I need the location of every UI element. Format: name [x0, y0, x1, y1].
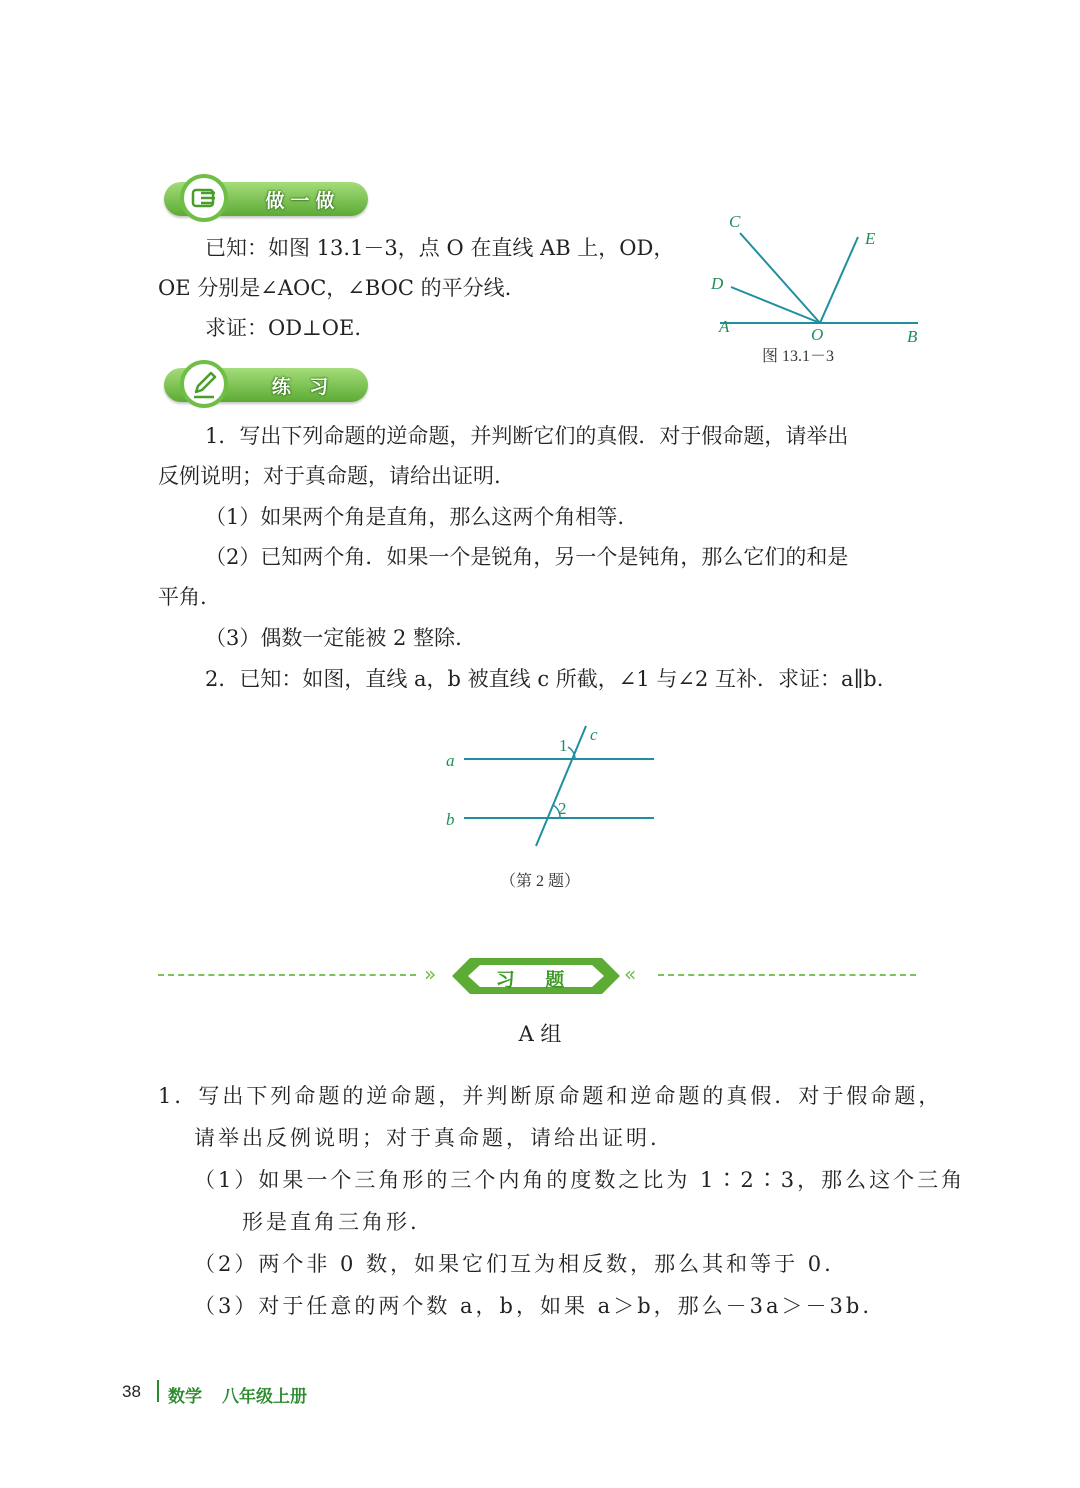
footer-divider: [157, 1380, 159, 1402]
label-angle-1: 1: [559, 736, 568, 755]
point-label-a: A: [719, 317, 730, 336]
page-number: 38: [122, 1382, 141, 1401]
chevron-right-icon: »: [424, 962, 437, 986]
chevron-left-icon: «: [624, 962, 637, 986]
lianxi-q1-item2-line2: 平角.: [158, 585, 207, 609]
hand-icon: [180, 174, 228, 222]
zuoyizuo-label: 做一做: [265, 190, 341, 212]
label-angle-2: 2: [558, 799, 567, 818]
xiti-q1-item3: （3）对于任意的两个数 a，b，如果 a＞b，那么－3a＞－3b.: [194, 1294, 872, 1318]
xiti-q1-item1-line2: 形是直角三角形.: [242, 1210, 420, 1234]
lianxi-label: 练 习: [271, 376, 335, 398]
label-a: a: [446, 751, 455, 770]
ray-od: [731, 287, 820, 323]
footer-grade: 八年级上册: [222, 1387, 307, 1407]
lianxi-q1-item2-line1: （2）已知两个角．如果一个是锐角，另一个是钝角，那么它们的和是: [205, 545, 849, 569]
lianxi-q2: 2．已知：如图，直线 a，b 被直线 c 所截，∠1 与∠2 互补．求证：a∥b.: [205, 667, 884, 691]
xiti-q1-line2: 请举出反例说明；对于真命题，请给出证明.: [194, 1126, 660, 1150]
point-label-c: C: [729, 212, 741, 231]
figure-13-1-3: [700, 205, 940, 370]
figure-q2: [440, 722, 670, 897]
zuoyizuo-given-line2: OE 分别是∠AOC，∠BOC 的平分线.: [158, 276, 512, 300]
label-b: b: [446, 810, 455, 829]
zuoyizuo-given-line1: 已知：如图 13.1－3，点 O 在直线 AB 上，OD，: [205, 236, 675, 260]
lianxi-q1-line1: 1．写出下列命题的逆命题，并判断它们的真假．对于假命题，请举出: [205, 424, 849, 448]
point-label-e: E: [865, 229, 876, 248]
group-heading: A 组: [518, 1022, 562, 1046]
zuoyizuo-prove: 求证：OD⊥OE.: [205, 316, 362, 340]
label-c: c: [590, 725, 598, 744]
point-label-o: O: [811, 325, 824, 344]
lianxi-banner: [158, 366, 370, 406]
lianxi-q1-item1: （1）如果两个角是直角，那么这两个角相等.: [205, 505, 625, 529]
lianxi-q1-line2: 反例说明；对于真命题，请给出证明.: [158, 464, 501, 488]
xiti-q1-item1-line1: （1）如果一个三角形的三个内角的度数之比为 1∶2∶3，那么这个三角: [194, 1168, 966, 1192]
xiti-q1-item2: （2）两个非 0 数，如果它们互为相反数，那么其和等于 0.: [194, 1252, 834, 1276]
zuoyizuo-banner: [158, 180, 370, 220]
footer-book: 数学: [168, 1387, 202, 1407]
figure-q2-caption: （第 2 题）: [500, 873, 581, 890]
lianxi-q1-item3: （3）偶数一定能被 2 整除.: [205, 626, 462, 650]
ray-oe: [820, 237, 858, 323]
divider-left: [158, 974, 416, 976]
figure-caption: 图 13.1－3: [762, 348, 835, 365]
pencil-icon: [180, 360, 228, 408]
ray-oc: [740, 233, 820, 323]
point-label-d: D: [711, 274, 724, 293]
xiti-label: 习 题: [495, 969, 577, 991]
point-label-b: B: [907, 327, 918, 346]
xiti-q1-line1: 1．写出下列命题的逆命题，并判断原命题和逆命题的真假．对于假命题，: [158, 1084, 943, 1108]
divider-right: [658, 974, 916, 976]
